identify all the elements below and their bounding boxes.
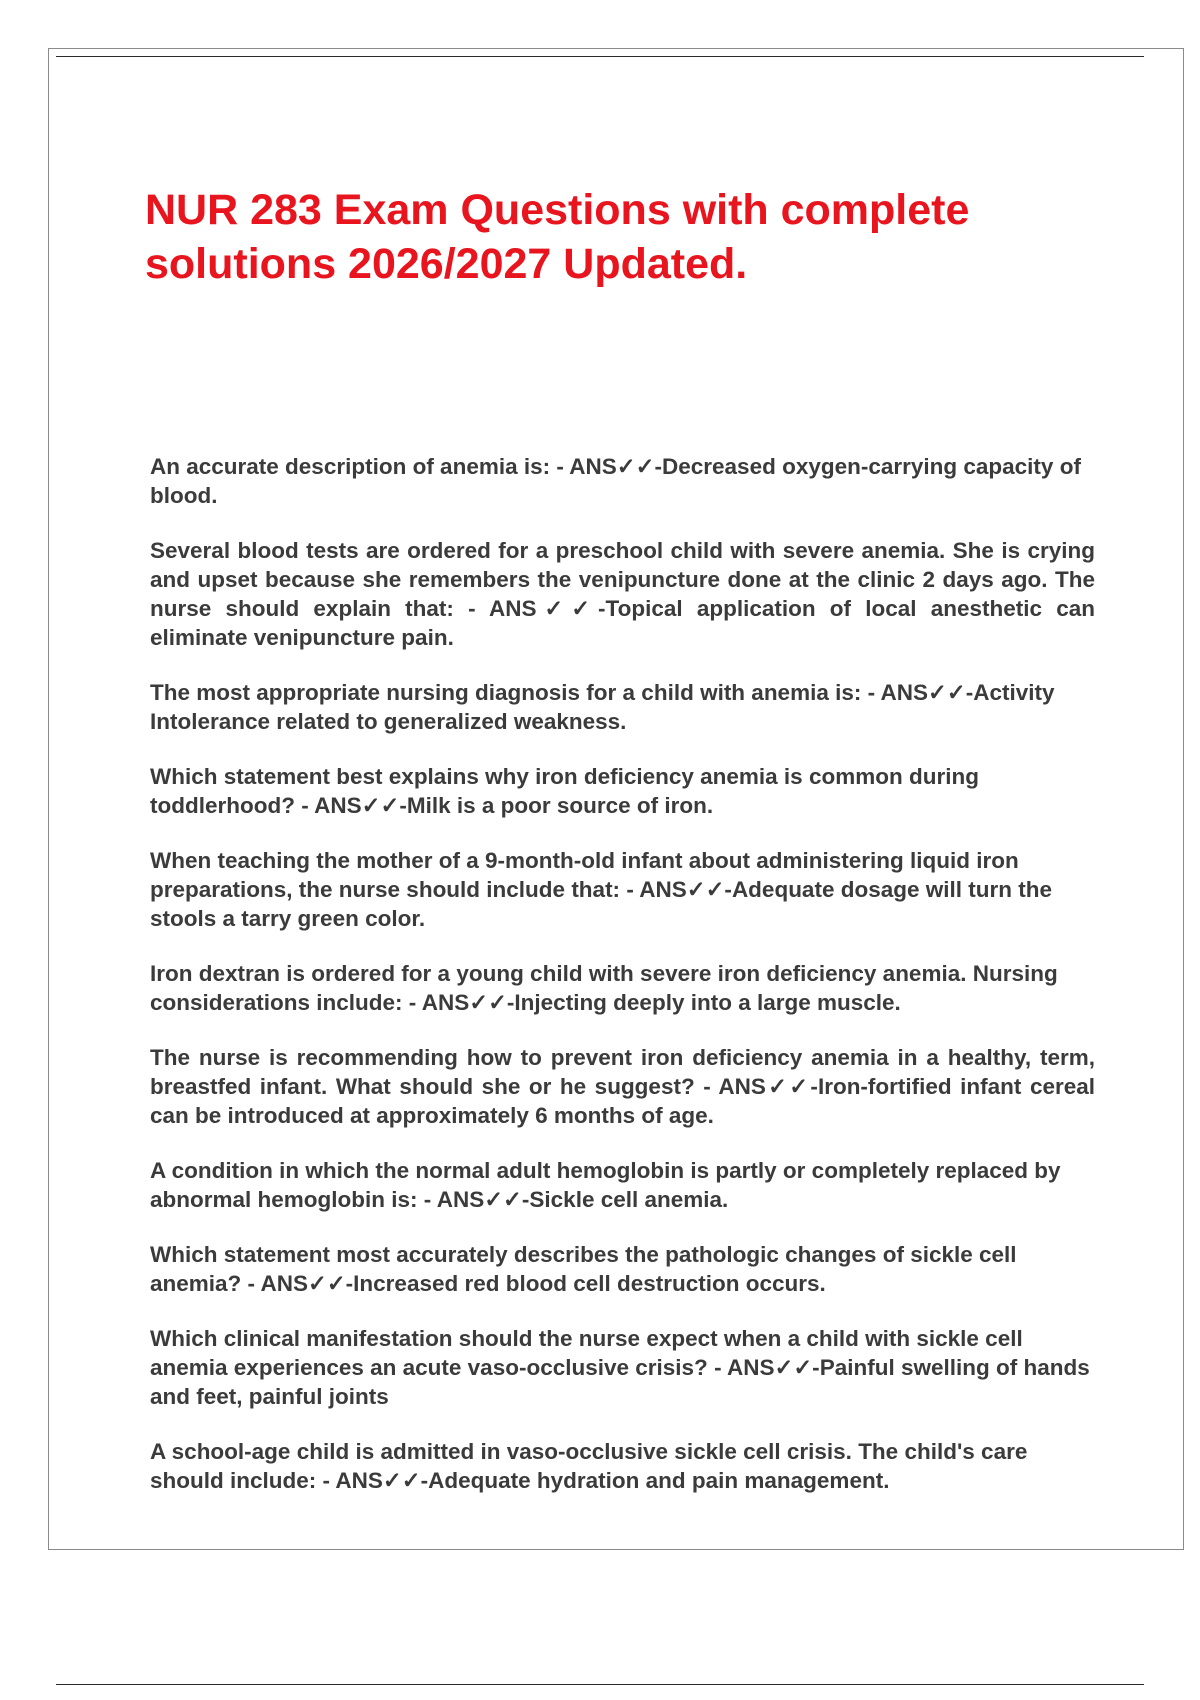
question-text: Several blood tests are ordered for a preschool child with severe anemia. She is crying and upset because she remembers the venipuncture done at the clinic 2 days ago. The nurse should explain that:: [150, 538, 1095, 621]
qa-item: [145, 1156, 1095, 1214]
qa-item: [145, 452, 1095, 510]
qa-item: [145, 1240, 1095, 1298]
answer-marker: - ANS✓✓-: [453, 596, 606, 621]
answer-marker: - ANS✓✓-: [316, 1468, 429, 1493]
qa-item: [145, 678, 1095, 736]
answer-marker: - ANS✓✓-: [620, 877, 732, 902]
qa-item: [145, 1043, 1095, 1130]
qa-item: [145, 1324, 1095, 1411]
answer-text: Activity Intolerance related to generalized weakness.: [150, 680, 1055, 734]
qa-item: [145, 762, 1095, 820]
answer-text: Sickle cell anemia.: [529, 1187, 729, 1212]
bottom-rule: [56, 1684, 1144, 1685]
answer-text: Increased red blood cell destruction occurs.: [353, 1271, 826, 1296]
qa-item: [145, 846, 1095, 933]
qa-item: [145, 1437, 1095, 1495]
question-text: The most appropriate nursing diagnosis for a child with anemia is:: [150, 680, 862, 705]
answer-marker: - ANS✓✓-: [694, 1074, 818, 1099]
answer-marker: - ANS✓✓-: [294, 793, 407, 818]
question-text: A school-age child is admitted in vaso-occlusive sickle cell crisis. The child's care should include:: [150, 1439, 1028, 1493]
answer-marker: - ANS✓✓-: [861, 680, 974, 705]
top-rule: [56, 56, 1144, 57]
answer-text: Adequate dosage will turn the stools a tarry green color.: [150, 877, 1052, 931]
answer-text: Decreased oxygen-carrying capacity of blood.: [150, 454, 1081, 508]
question-text: A condition in which the normal adult hemoglobin is partly or completely replaced by abnormal hemoglobin is:: [150, 1158, 1061, 1212]
answer-marker: - ANS✓✓-: [417, 1187, 530, 1212]
question-text: Which statement best explains why iron deficiency anemia is common during toddlerhood?: [150, 764, 979, 818]
document-title: NUR 283 Exam Questions with complete solutions 2026/2027 Updated.: [145, 186, 970, 288]
qa-item: [145, 536, 1095, 652]
answer-text: Injecting deeply into a large muscle.: [514, 990, 901, 1015]
question-text: Which statement most accurately describes the pathologic changes of sickle cell anemia?: [150, 1242, 1017, 1296]
answer-marker: - ANS✓✓-: [241, 1271, 354, 1296]
answer-text: Adequate hydration and pain management.: [428, 1468, 890, 1493]
answer-text: Painful swelling of hands and feet, painful joints: [150, 1355, 1090, 1409]
question-text: The nurse is recommending how to prevent iron deficiency anemia in a healthy, term, breastfed infant. What should she or he suggest?: [150, 1045, 1095, 1099]
question-text: When teaching the mother of a 9-month-old infant about administering liquid iron preparations, the nurse should include that:: [150, 848, 1019, 902]
question-text: Which clinical manifestation should the nurse expect when a child with sickle cell anemia experiences an acute vaso-occlusive crisis?: [150, 1326, 1023, 1380]
question-text: Iron dextran is ordered for a young child with severe iron deficiency anemia. Nursing considerations include:: [150, 961, 1058, 1015]
answer-text: Iron-fortified infant cereal can be introduced at approximately 6 months of age.: [150, 1074, 1096, 1128]
answer-marker: - ANS✓✓-: [402, 990, 515, 1015]
answer-text: Topical application of local anesthetic can eliminate venipuncture pain.: [150, 596, 1095, 650]
answer-marker: - ANS✓✓-: [550, 454, 662, 479]
qa-list: [145, 452, 1095, 1521]
answer-marker: - ANS✓✓-: [707, 1355, 820, 1380]
qa-item: [145, 959, 1095, 1017]
answer-text: Milk is a poor source of iron.: [406, 793, 714, 818]
question-text: An accurate description of anemia is:: [150, 454, 551, 479]
